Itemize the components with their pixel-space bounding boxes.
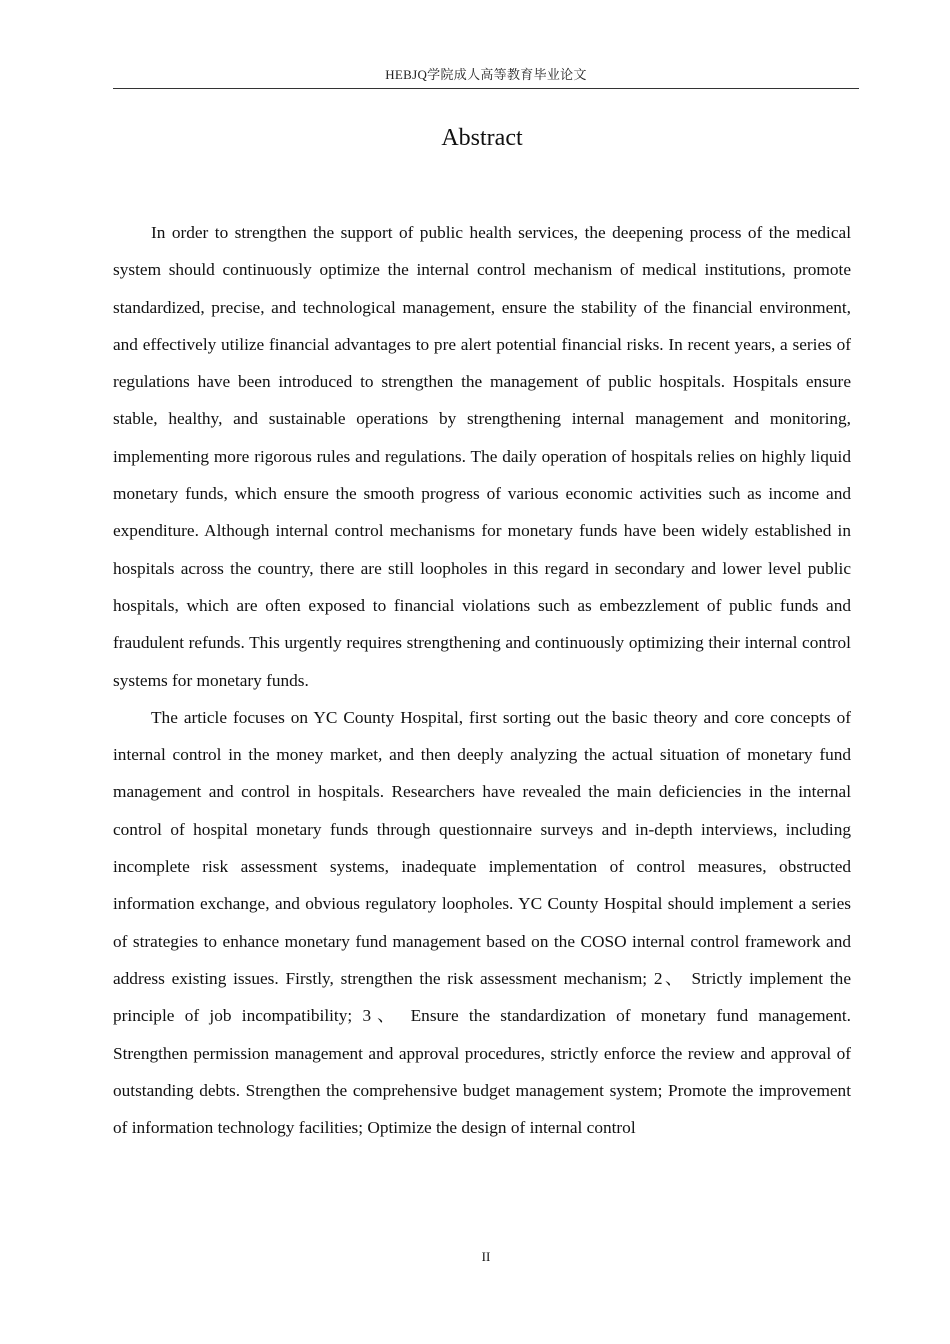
- abstract-paragraph-2: The article focuses on YC County Hospital, first sorting out the basic theory and core concepts of internal control in the money market, and then deeply analyzing the actual situation of monetary fund management and control in hospitals. Researchers have revealed the main deficiencies in the internal control of hospital monetary funds through questionnaire surveys and in-depth interviews, including incomplete risk assessment systems, inadequate implementation of control measures, obstructed information exchange, and obvious regulatory loopholes. YC County Hospital should implement a series of strategies to enhance monetary fund management based on the COSO internal control framework and address existing issues. Firstly, strengthen the risk assessment mechanism; 2、 Strictly implement the principle of job incompatibility; 3、 Ensure the standardization of monetary fund management. Strengthen permission management and approval procedures, strictly enforce the review and approval of outstanding debts. Strengthen the comprehensive budget management system; Promote the improvement of information technology facilities; Optimize the design of internal control: [113, 707, 851, 1138]
- abstract-paragraph-1: In order to strengthen the support of public health services, the deepening process of the medical system should continuously optimize the internal control mechanism of medical institutions, promote standardized, precise, and technological management, ensure the stability of the financial environment, and effectively utilize financial advantages to pre alert potential financial risks. In recent years, a series of regulations have been introduced to strengthen the management of public hospitals. Hospitals ensure stable, healthy, and sustainable operations by strengthening internal management and monitoring, implementing more rigorous rules and regulations. The daily operation of hospitals relies on highly liquid monetary funds, which ensure the smooth progress of various economic activities such as income and expenditure. Although internal control mechanisms for monetary funds have been widely established in hospitals across the country, there are still loopholes in this regard in secondary and lower level public hospitals, which are often exposed to financial violations such as embezzlement of public funds and fraudulent refunds. This urgently requires strengthening and continuously optimizing their internal control systems for monetary funds.: [113, 223, 851, 690]
- abstract-body: [113, 214, 851, 1146]
- page-title: Abstract: [441, 125, 523, 151]
- header-divider: [113, 88, 859, 89]
- page-header: HEBJQ学院成人高等教育毕业论文: [385, 67, 587, 82]
- page-number: II: [481, 1249, 491, 1264]
